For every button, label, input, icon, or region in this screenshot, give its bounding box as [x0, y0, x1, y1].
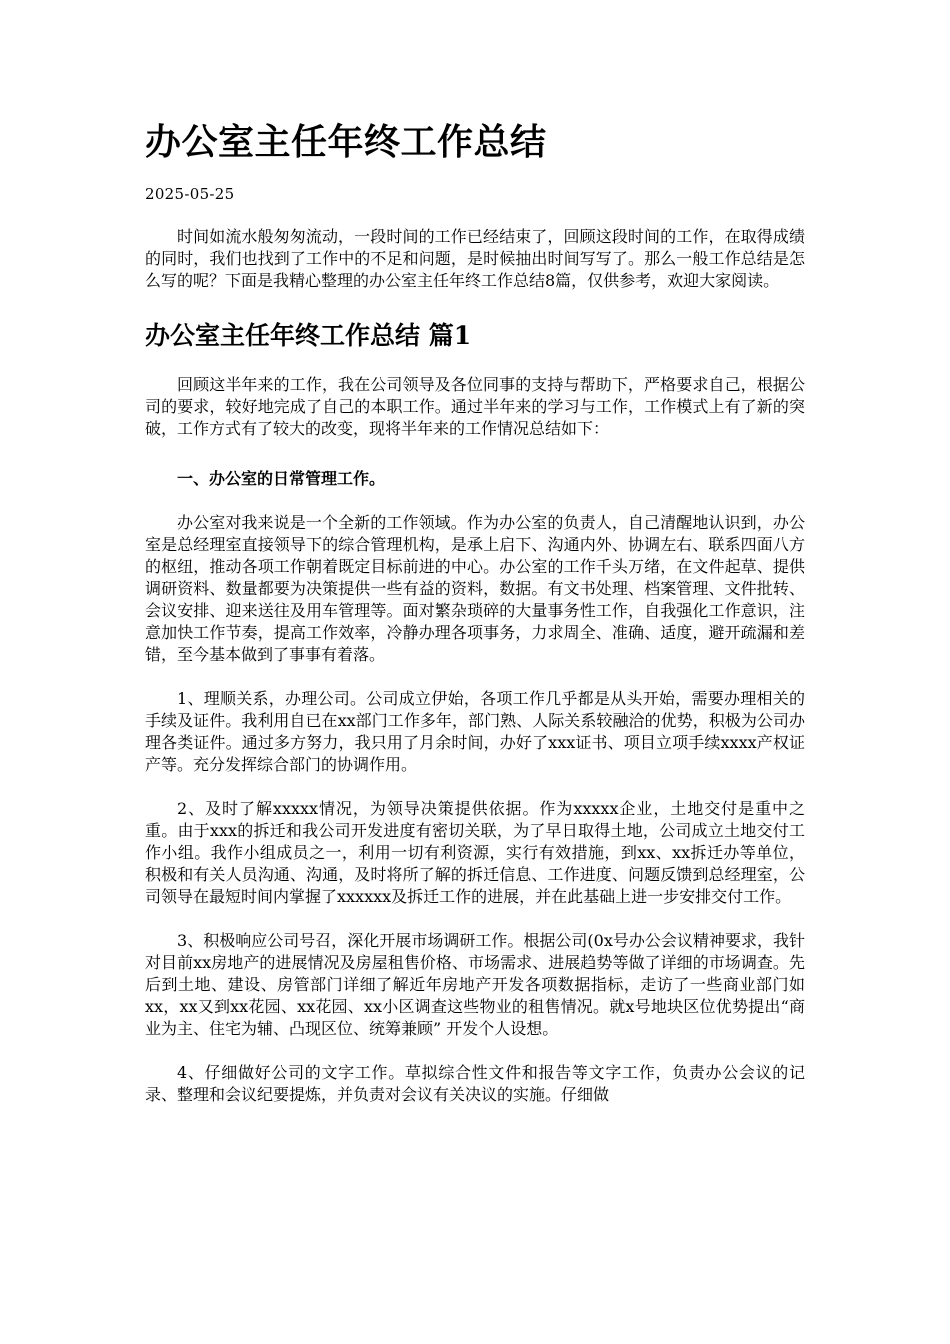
- document-title: 办公室主任年终工作总结: [145, 121, 547, 163]
- body-paragraph: 2、及时了解xxxxx情况，为领导决策提供依据。作为xxxxx企业，土地交付是重中之重。由于xxx的拆迁和我公司开发进度有密切关联，为了早日取得土地，公司成立土地交付工作小组。我作小组成员之一，利用一切有利资源，实行有效措施，到xx、xx拆迁办等单位，积极和有关人员沟通、沟通，及时将所了解的拆迁信息、工作进度、问题反馈到总经理室，公司领导在最短时间内掌握了xxxxxx及拆迁工作的进展，并在此基础上进一步安排交付工作。: [145, 799, 805, 906]
- body-paragraph: 4、仔细做好公司的文字工作。草拟综合性文件和报告等文字工作，负责办公会议的记录、整理和会议纪要提炼，并负责对会议有关决议的实施。仔细做: [145, 1063, 805, 1104]
- section-intro-paragraph: 回顾这半年来的工作，我在公司领导及各位同事的支持与帮助下，严格要求自己，根据公司的要求，较好地完成了自己的本职工作。通过半年来的学习与工作，工作模式上有了新的突破，工作方式有了较大的改变，现将半年来的工作情况总结如下：: [145, 375, 805, 438]
- document-page: [145, 112, 805, 1106]
- body-paragraph: 办公室对我来说是一个全新的工作领域。作为办公室的负责人，自己清醒地认识到，办公室是总经理室直接领导下的综合管理机构，是承上启下、沟通内外、协调左右、联系四面八方的枢纽，推动各项工作朝着既定目标前进的中心。办公室的工作千头万绪，在文件起草、提供调研资料、数量都要为决策提供一些有益的资料，数据。有文书处理、档案管理、文件批转、会议安排、迎来送往及用车管理等。面对繁杂琐碎的大量事务性工作，自我强化工作意识，注意加快工作节奏，提高工作效率，冷静办理各项事务，力求周全、准确、适度，避开疏漏和差错，至今基本做到了事事有着落。: [145, 513, 805, 664]
- subsection-heading: 一、办公室的日常管理工作。: [177, 469, 386, 488]
- body-paragraph: 3、积极响应公司号召，深化开展市场调研工作。根据公司(0x号办公会议精神要求，我针对目前xx房地产的进展情况及房屋租售价格、市场需求、进展趋势等做了详细的市场调查。先后到土地、建设、房管部门详细了解近年房地产开发各项数据指标，走访了一些商业部门如xx，xx又到xx花园、xx花园、xx小区调查这些物业的租售情况。就x号地块区位优势提出“商业为主、住宅为辅、凸现区位、统筹兼顾” 开发个人设想。: [145, 931, 805, 1038]
- body-paragraph: 1、理顺关系，办理公司。公司成立伊始，各项工作几乎都是从头开始，需要办理相关的手续及证件。我利用自已在xx部门工作多年，部门熟、人际关系较融洽的优势，积极为公司办理各类证件。通过多方努力，我只用了月余时间，办好了xxx证书、项目立项手续xxxx产权证产等。充分发挥综合部门的协调作用。: [145, 689, 805, 774]
- intro-paragraph: 时间如流水般匆匆流动，一段时间的工作已经结束了，回顾这段时间的工作，在取得成绩的同时，我们也找到了工作中的不足和问题，是时候抽出时间写写了。那么一般工作总结是怎么写的呢？下面是我精心整理的办公室主任年终工作总结8篇，仅供参考，欢迎大家阅读。: [145, 227, 805, 290]
- section-heading: 办公室主任年终工作总结 篇1: [145, 321, 472, 350]
- publish-date: 2025-05-25: [145, 185, 235, 203]
